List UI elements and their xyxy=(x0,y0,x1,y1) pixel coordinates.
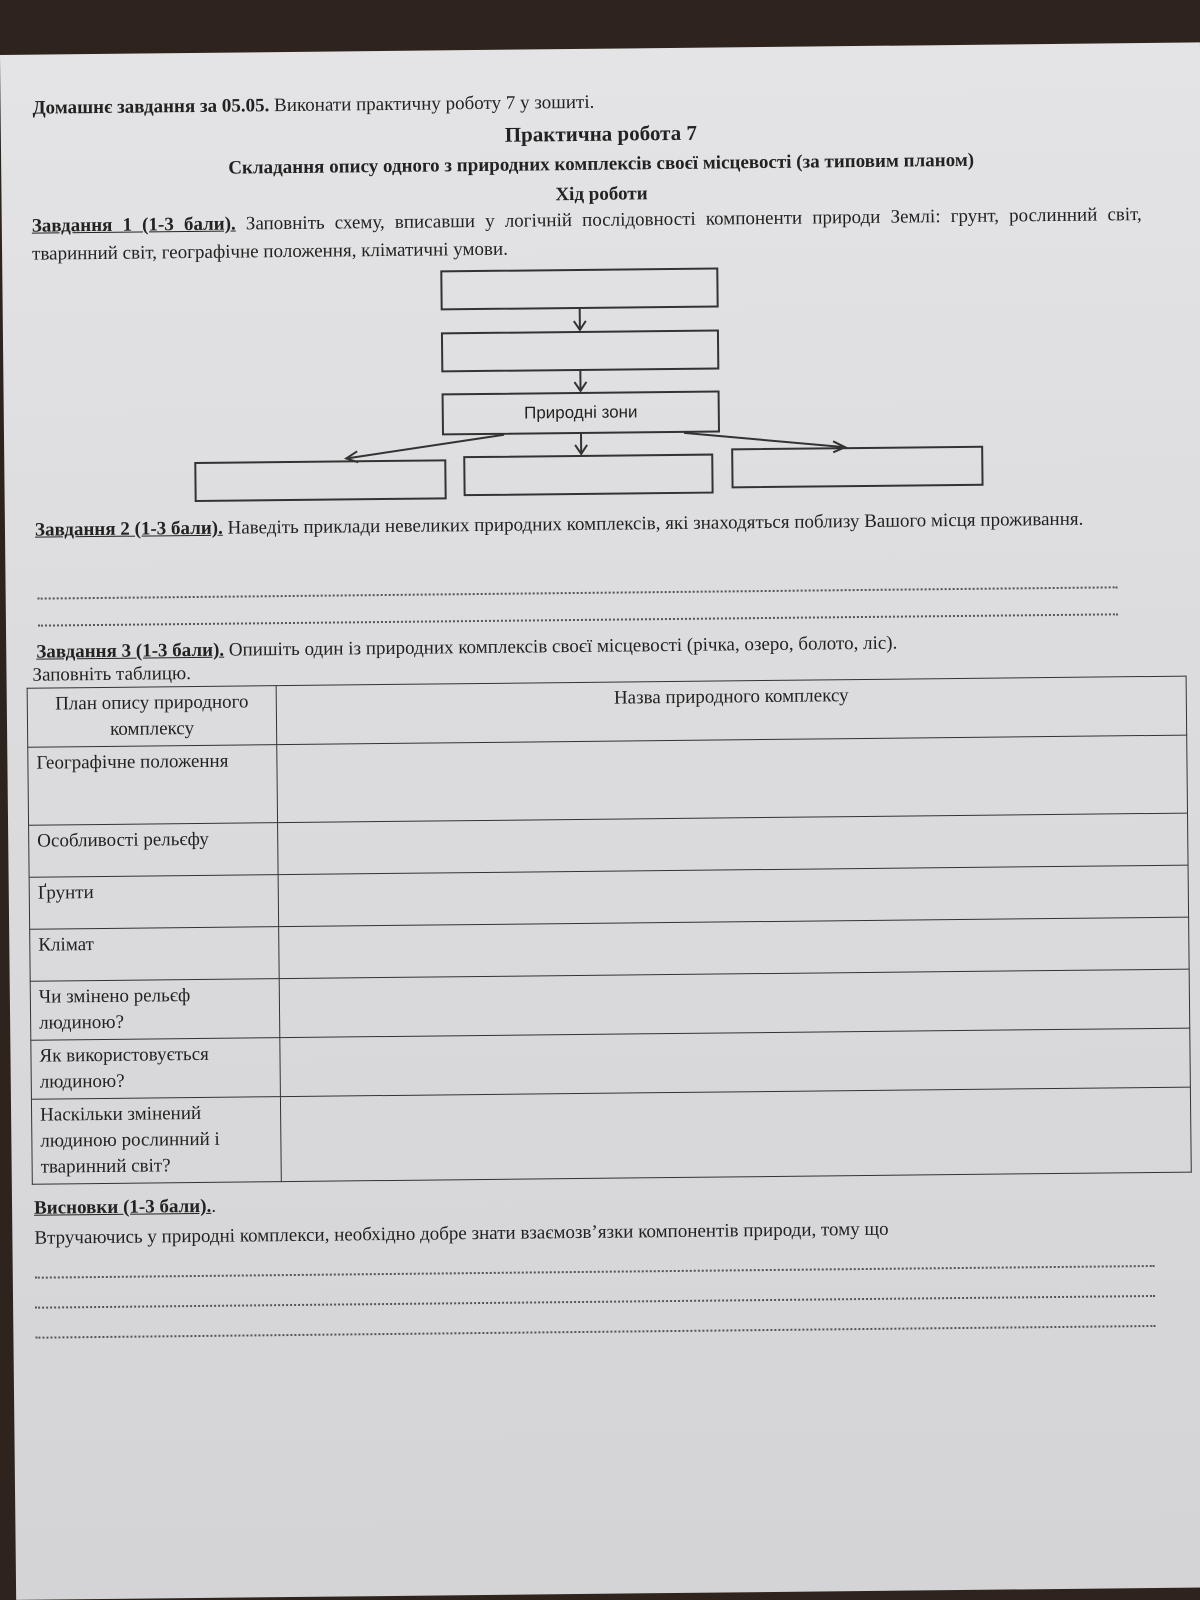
conclusion-answer-line-1[interactable] xyxy=(35,1265,1155,1279)
answer-cell[interactable] xyxy=(280,1087,1191,1182)
arrow-right xyxy=(684,431,844,449)
task2-answer-line-2[interactable] xyxy=(38,613,1118,626)
homework-instruction: Виконати практичну роботу 7 у зошиті. xyxy=(274,91,595,117)
row-label: Як використовується людиною? xyxy=(31,1038,281,1100)
row-label: Особливості рельєфу xyxy=(29,823,279,878)
task2-description: Наведіть приклади невеликих природних комплексів, які знаходяться поблизу Вашого місця проживання. xyxy=(222,508,1084,539)
homework-date: Домашнє завдання за 05.05. xyxy=(32,95,270,119)
table-row xyxy=(31,1087,1191,1184)
table-row xyxy=(28,735,1188,825)
conclusion-answer-line-3[interactable] xyxy=(35,1325,1155,1339)
answer-cell[interactable] xyxy=(279,969,1190,1038)
task1-description: Заповніть схему, вписавши у логічній послідовності компоненти природи Землі: грунт, рослинний світ, тваринний світ, географічне положення, кліматичні умови. xyxy=(31,204,1142,265)
row-label: Географічне положення xyxy=(28,745,278,826)
worksheet-page xyxy=(0,42,1200,1599)
task3-label: Завдання 3 (1-3 бали). xyxy=(36,639,225,663)
conclusions-label: Висновки (1-3 бали). xyxy=(33,1195,212,1219)
task3-text xyxy=(36,627,1166,667)
row-label: Наскільки змінений людиною рослинний і тваринний світ? xyxy=(31,1097,281,1185)
answer-cell[interactable] xyxy=(280,1028,1191,1097)
scheme-arrows xyxy=(0,42,1200,555)
conclusions-text: Втручаючись у природні комплекси, необхідно добре знати взаємозв’язки компонентів природи, тому що xyxy=(34,1218,889,1249)
conclusion-answer-line-2[interactable] xyxy=(35,1295,1155,1309)
row-label: Ґрунти xyxy=(29,875,279,930)
answer-cell[interactable] xyxy=(277,735,1188,823)
work-topic: Складання опису одного з природних комплексів своєї місцевості (за типовим планом) xyxy=(228,149,975,179)
task2-answer-line-1[interactable] xyxy=(38,586,1118,599)
table-header-name: Назва природного комплексу xyxy=(276,676,1187,745)
task2-label: Завдання 2 (1-3 бали). xyxy=(34,517,223,541)
answer-cell[interactable] xyxy=(278,865,1188,927)
row-label: Клімат xyxy=(30,927,280,982)
answer-cell[interactable] xyxy=(279,917,1189,979)
task1-label: Завдання 1 (1-3 бали). xyxy=(31,213,236,237)
table-instruction: Заповніть таблицю. xyxy=(32,663,192,686)
table-header-plan: План опису природного комплексу xyxy=(27,686,277,748)
progress-heading: Хід роботи xyxy=(555,183,648,206)
conclusions-suffix: . xyxy=(211,1195,217,1217)
work-title: Практична робота 7 xyxy=(504,120,698,147)
description-table xyxy=(27,676,1192,1185)
answer-cell[interactable] xyxy=(278,813,1188,875)
row-label: Чи змінено рельєф людиною? xyxy=(30,979,280,1041)
arrow-left xyxy=(347,435,504,459)
scheme-box-natural-zones: Природні зони xyxy=(442,390,720,435)
conclusions-heading xyxy=(34,1196,216,1220)
task3-description: Опишіть один із природних комплексів своєї місцевості (річка, озеро, болото, ліс). xyxy=(223,632,898,661)
